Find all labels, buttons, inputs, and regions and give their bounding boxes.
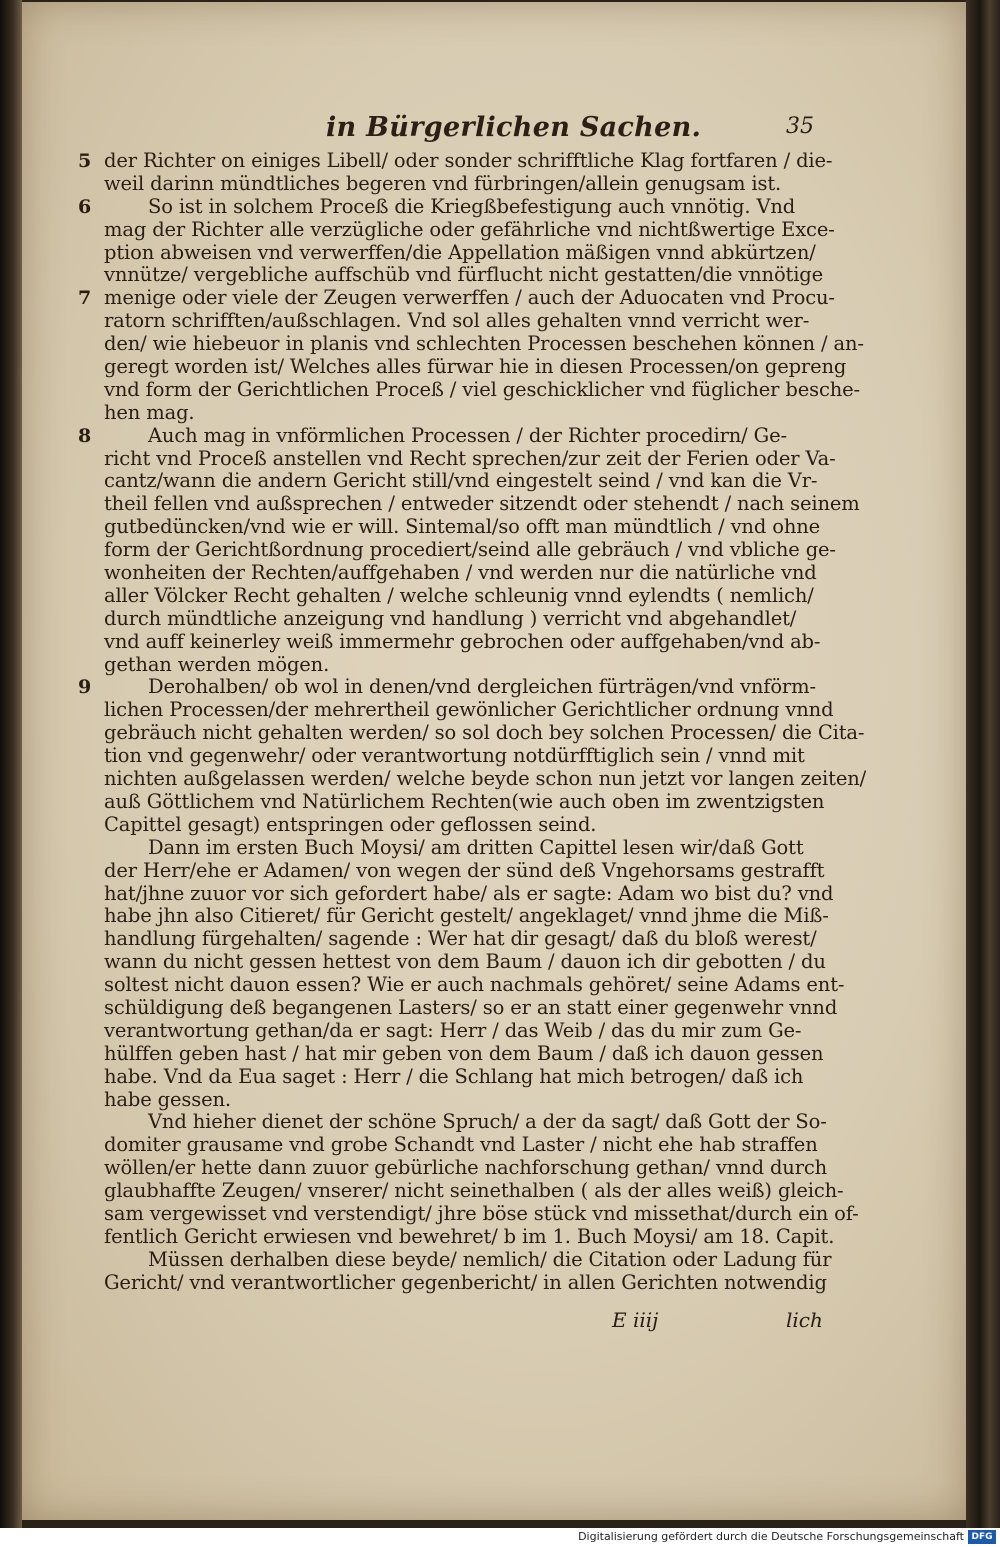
line-text: vnnütze/ vergebliche auffschüb vnd fürflucht nicht gestatten/die vnnötige [104, 263, 824, 287]
text-line [78, 263, 824, 287]
text-line [78, 608, 808, 631]
margin-number: 7 [78, 287, 92, 310]
text-line [78, 583, 814, 608]
line-text: aller Völcker Recht gehalten / welche schleunig vnnd eylendts ( nemlich/ [104, 583, 814, 607]
line-text: soltest nicht dauon essen? Wie er auch nachmals gehöret/ seine Adams ent- [104, 973, 845, 997]
line-text: auß Göttlichem vnd Natürlichem Rechten(wie auch oben im zwentzigsten [104, 789, 825, 813]
text-line [78, 310, 808, 333]
line-text: Vnd hieher dienet der schöne Spruch/ a der da sagt/ daß Gott der So- [148, 1110, 827, 1134]
text-line [78, 995, 838, 1020]
line-text: ption abweisen vnd verwerffen/die Appellation mäßigen vnnd abkürtzen/ [104, 240, 816, 264]
line-text: menige oder viele der Zeugen verwerffen / auch der Aduocaten vnd Procu- [104, 286, 835, 310]
line-text: habe. Vnd da Eua saget : Herr / die Schlang hat mich betrogen/ daß ich [104, 1064, 804, 1088]
catchword: lich [786, 1308, 823, 1332]
line-text: richt vnd Proceß anstellen vnd Recht sprechen/zur zeit der Ferien oder Va- [104, 446, 836, 470]
text-line [78, 814, 808, 837]
line-text: geregt worden ist/ Welches alles fürwar hie in diesen Processen/on gepreng [104, 355, 847, 379]
text-line [78, 1020, 808, 1043]
line-text: vnd auff keinerley weiß immermehr gebrochen oder auffgehaben/vnd ab- [104, 629, 821, 653]
line-text: form der Gerichtßordnung procediert/seind alle gebräuch / vnd vbliche ge- [104, 538, 836, 562]
line-text: Müssen derhalben diese beyde/ nemlich/ die Citation oder Ladung für [148, 1247, 832, 1271]
text-line [78, 446, 836, 471]
margin-number: 8 [78, 424, 92, 447]
line-text: handlung fürgehalten/ sagende : Wer hat dir gesagt/ daß du bloß werest/ [104, 927, 817, 951]
text-line [78, 904, 829, 928]
dfg-logo: DFG [968, 1530, 996, 1544]
text-line [78, 1247, 832, 1272]
line-text: verantwortung gethan/da er sagt: Herr / das Weib / das du mir zum Ge- [104, 1018, 802, 1042]
text-line [78, 837, 808, 860]
line-text: der Richter on einiges Libell/ oder sonder schrifftliche Klag fortfaren / die- [104, 149, 833, 172]
line-text: theil fellen vnd außsprechen / entweder sitzendt oder stehendt / nach seinem [104, 492, 860, 516]
text-line [78, 1041, 824, 1066]
text-line [78, 286, 835, 310]
text-line [78, 561, 817, 585]
footer-bar [0, 1528, 1000, 1547]
line-text: tion vnd gegenwehr/ oder verantwortung notdürfftiglich sein / vnnd mit [104, 744, 805, 768]
line-text: Derohalben/ ob wol in denen/vnd dergleichen fürträgen/vnd vnförm- [148, 675, 816, 699]
line-text: wann du nicht gessen hettest von dem Baum / dauon ich dir gebotten / du [104, 950, 826, 974]
line-text: Capittel gesagt) entspringen oder geflossen seind. [104, 812, 597, 836]
text-line [78, 469, 818, 493]
running-head: in Bürgerlichen Sachen. [326, 112, 702, 143]
line-text: wonheiten der Rechten/auffgehaben / vnd werden nur die natürliche vnd [104, 561, 817, 585]
line-text: habe jhn also Citieret/ für Gericht gestelt/ angeklaget/ vnnd jhme die Miß- [104, 904, 829, 928]
line-text: fentlich Gericht erwiesen vnd bewehret/ b im 1. Buch Moysi/ am 18. Capit. [104, 1224, 835, 1248]
text-line [78, 1201, 859, 1226]
digitization-credit: Digitalisierung gefördert durch die Deutsche Forschungsgemeinschaft [578, 1530, 964, 1543]
text-line [78, 492, 860, 516]
line-text: durch mündtliche anzeigung vnd handlung ) verricht vnd abgehandlet/ [104, 606, 797, 630]
text-line [78, 515, 821, 539]
line-text: mag der Richter alle verzügliche oder gefährliche vnd nichtßwertige Exce- [104, 217, 835, 241]
text-line [78, 1270, 827, 1295]
line-text: gethan werden mögen. [104, 652, 330, 676]
text-line [78, 149, 833, 173]
text-line [78, 1133, 818, 1157]
line-text: hülffen geben hast / hat mir geben von dem Baum / daß ich dauon gessen [104, 1041, 824, 1065]
line-text: lichen Processen/der mehrertheil gewönlicher Gerichtlicher ordnung vnnd [104, 698, 834, 722]
line-text: domiter grausame vnd grobe Schandt vnd Laster / nicht ehe hab straffen [104, 1133, 818, 1157]
line-text: cantz/wann die andern Gericht still/vnd eingestelt seind / vnd kan die Vr- [104, 469, 818, 493]
line-text: Gericht/ vnd verantwortlicher gegenbericht/ in allen Gerichten notwendig [104, 1270, 827, 1294]
body-text [78, 149, 867, 1295]
text-line [78, 240, 816, 265]
text-line [78, 675, 816, 699]
text-line [78, 538, 836, 562]
text-line [78, 1224, 835, 1249]
line-text: glaubhaffte Zeugen/ vnserer/ nicht seinethalben ( als der alles weiß) gleich- [104, 1179, 844, 1203]
line-text: So ist in solchem Proceß die Kriegßbefestigung auch vnnötig. Vnd [148, 194, 796, 218]
page-edge-stack [966, 0, 1000, 1528]
page-header [300, 112, 820, 152]
line-text: weil darinn mündtliches begeren vnd fürbringen/allein genugsam ist. [104, 171, 782, 195]
line-text: wöllen/er hette dann zuuor gebürliche nachforschung gethan/ vnnd durch [104, 1156, 828, 1180]
line-text: hat/jhne zuuor vor sich gefordert habe/ als er sagte: Adam wo bist du? vnd [104, 881, 834, 905]
text-line [78, 217, 835, 242]
signature-mark: E iiij [612, 1308, 659, 1332]
line-text: Auch mag in vnförmlichen Processen / der Richter procedirn/ Ge- [148, 423, 787, 447]
text-line [78, 1089, 808, 1112]
text-line [78, 767, 867, 791]
text-line [78, 881, 834, 906]
text-line [78, 196, 808, 219]
line-text: der Herr/ehe er Adamen/ von wegen der sünd deß Vngehorsams gestrafft [104, 858, 825, 882]
text-line [78, 425, 808, 448]
text-line [78, 721, 865, 745]
text-line [78, 858, 825, 883]
text-line [78, 332, 864, 356]
line-text: ratorn schrifften/außschlagen. Vnd sol alles gehalten vnnd verricht wer- [104, 309, 810, 333]
text-line [78, 1066, 808, 1089]
text-line [78, 377, 860, 402]
margin-number: 9 [78, 676, 92, 699]
text-line [78, 1156, 828, 1180]
text-line [78, 698, 834, 722]
line-text: gutbedüncken/vnd wie er will. Sintemal/so offt man mündtlich / vnd ohne [104, 515, 821, 539]
line-text: gebräuch nicht gehalten werden/ so sol doch bey solchen Processen/ die Cita- [104, 721, 865, 745]
line-text: Dann im ersten Buch Moysi/ am dritten Capittel lesen wir/daß Gott [148, 835, 804, 859]
margin-number: 5 [78, 150, 92, 172]
text-line [78, 629, 821, 654]
text-line [78, 402, 808, 425]
line-text: schüldigung deß begangenen Lasters/ so er an statt einer gegenwehr vnnd [104, 995, 838, 1019]
text-line [78, 355, 847, 379]
book-gutter [0, 0, 22, 1528]
line-text: sam vergewisset vnd verstendigt/ jhre böse stück vnd missethat/durch ein of- [104, 1201, 859, 1225]
text-line [78, 973, 845, 997]
text-line [78, 927, 817, 951]
text-line [78, 173, 808, 196]
line-text: nichten außgelassen werden/ welche beyde schon nun jetzt vor langen zeiten/ [104, 767, 867, 791]
text-line [78, 950, 826, 974]
text-line [78, 1110, 827, 1134]
text-line [78, 745, 808, 768]
text-line [78, 1179, 844, 1203]
line-text: habe gessen. [104, 1087, 231, 1111]
line-text: vnd form der Gerichtlichen Proceß / viel geschicklicher vnd füglicher besche- [104, 377, 860, 401]
line-text: den/ wie hiebeuor in planis vnd schlechten Processen beschehen können / an- [104, 332, 864, 356]
line-text: hen mag. [104, 400, 195, 424]
margin-number: 6 [78, 195, 92, 218]
page-number: 35 [786, 114, 814, 139]
text-line [78, 789, 825, 814]
text-line [78, 654, 808, 677]
